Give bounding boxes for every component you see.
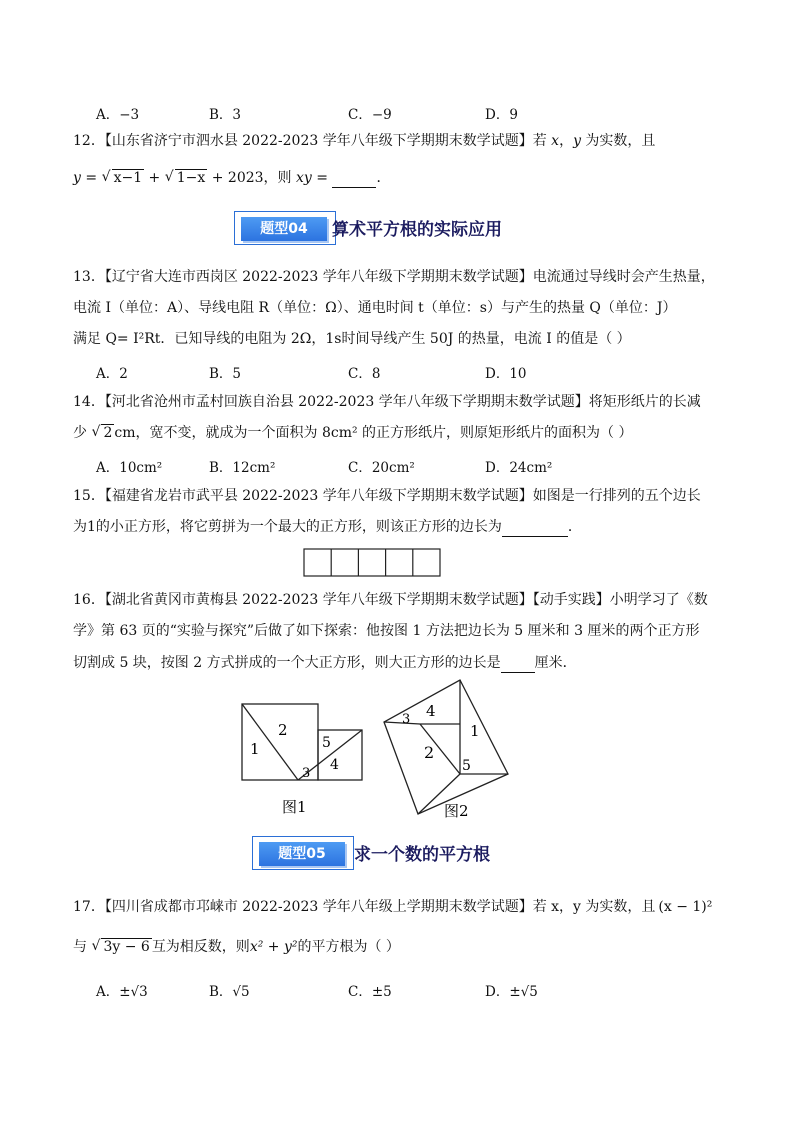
fig1-label-4: 4: [330, 757, 339, 773]
q17-option-c: C．±5: [348, 984, 392, 1000]
q16-line2: 学》第 63 页的“实验与探究”后做了如下探索：他按图 1 方法把边长为 5 厘米和 3 厘米的两个正方形: [73, 623, 700, 639]
sqrt-1-minus-x: [165, 168, 208, 188]
section-badge-label: 题型04: [241, 217, 327, 241]
q14-prefix: 少: [73, 425, 92, 441]
var-y: y: [573, 133, 581, 149]
q16-text: 切割成 5 块，按图 2 方式拼成的一个大正方形，则大正方形的边长是: [73, 655, 501, 671]
q15-end: ．: [567, 519, 582, 535]
q13-option-c: C．8: [348, 366, 381, 382]
q17-line2: [73, 937, 400, 957]
q14-line2: [73, 423, 632, 443]
q15-text: 为1的小正方形，将它剪拼为一个最大的正方形，则该正方形的边长为: [73, 519, 502, 535]
q12-tail: 为实数，且: [580, 133, 656, 149]
q11-option-d: D．9: [485, 107, 518, 123]
q15-line1: 15．【福建省龙岩市武平县 2022-2023 学年八年级下学期期末数学试题】如图是一行排列的五个边长: [73, 488, 701, 504]
q12-eq2: =: [311, 170, 333, 186]
answer-blank: [332, 172, 376, 188]
fig1-label-2: 2: [278, 721, 288, 739]
q12-plus-2023: + 2023，则: [207, 170, 297, 186]
section-title: 算术平方根的实际应用: [332, 220, 502, 240]
section-badge: [252, 836, 354, 870]
sqrt-3y-6: [91, 937, 151, 957]
section-title: 求一个数的平方根: [354, 845, 490, 865]
answer-blank: [502, 521, 568, 537]
q17-paren-expr: (x − 1)²: [658, 899, 713, 915]
q12-plus: +: [144, 170, 165, 186]
section-badge: [234, 211, 336, 245]
q14-line1: 14．【河北省沧州市孟村回族自治县 2022-2023 学年八年级下学期期末数学试题】将矩形纸片的长减: [73, 394, 701, 410]
q17-option-b: B．√5: [209, 984, 250, 1000]
q17-expr: x² + y²: [249, 939, 298, 955]
q11-option-b: B．3: [209, 107, 242, 123]
fig2-caption: 图2: [444, 802, 469, 820]
radicand: 2: [103, 425, 113, 441]
fig2-big-square: [384, 680, 508, 814]
q13-option-d: D．10: [485, 366, 527, 382]
radicand: 1−x: [176, 170, 206, 186]
figure-2: [380, 676, 520, 824]
q14-option-c: C．20cm²: [348, 460, 415, 476]
q11-option-c: C．−9: [348, 107, 392, 123]
q13-line3: 满足 Q= I²Rt．已知导线的电阻为 2Ω，1s时间导线产生 50J 的热量，电流 I 的值是（ ）: [73, 331, 631, 347]
fig2-label-1: 1: [470, 722, 480, 740]
squares-outline: [304, 549, 440, 576]
var-x: x: [551, 133, 560, 149]
sqrt-x-minus-1: [102, 168, 145, 188]
q12-end: ．: [376, 170, 391, 186]
fig1-label-1: 1: [250, 740, 260, 758]
q17-option-d: D．±√5: [485, 984, 538, 1000]
q11-option-a: A．−3: [96, 107, 140, 123]
q17-mid: 互为相反数，则: [151, 939, 250, 955]
q13-line1: 13．【辽宁省大连市西岗区 2022-2023 学年八年级下学期期末数学试题】电流通过导线时会产生热量，: [73, 269, 715, 285]
fig2-label-2: 2: [424, 743, 435, 762]
q13-option-a: A．2: [96, 366, 128, 382]
fig2-label-5: 5: [462, 758, 471, 774]
q12-source: 12．【山东省济宁市泗水县 2022-2023 学年八年级下学期期末数学试题】若: [73, 133, 552, 149]
q16-line3: [73, 653, 577, 673]
fig2-label-4: 4: [426, 702, 436, 720]
answer-blank: [501, 657, 535, 673]
q17-option-a: A．±√3: [96, 984, 148, 1000]
q12-line1: [73, 131, 655, 151]
var-xy: xy: [296, 170, 312, 186]
q14-option-b: B．12cm²: [209, 460, 276, 476]
section-badge-label: 题型05: [259, 842, 345, 866]
q16-end: 厘米．: [534, 655, 577, 671]
q13-option-b: B．5: [209, 366, 242, 382]
var-y: y: [73, 170, 81, 186]
q17-text: 17．【四川省成都市邛崃市 2022-2023 学年八年级上学期期末数学试题】若 x，y 为实数，且: [73, 899, 656, 915]
q12-line2: [73, 168, 390, 188]
sqrt-2: [91, 423, 114, 443]
radicand: x−1: [113, 170, 143, 186]
fig1-label-3: 3: [302, 766, 311, 781]
q12-eq: =: [80, 170, 102, 186]
fig2-label-3: 3: [402, 712, 411, 727]
q17-line1: [73, 897, 712, 917]
q15-line2: [73, 517, 582, 537]
fig1-caption: 图1: [282, 798, 307, 816]
fig1-label-5: 5: [322, 735, 331, 751]
radicand: 3y − 6: [103, 939, 150, 955]
q12-sep: ，: [559, 133, 574, 149]
figure-1: [238, 700, 368, 820]
q13-line2: 电流 I（单位：A）、导线电阻 R（单位：Ω）、通电时间 t（单位：s）与产生的热量 Q（单位：J）: [73, 300, 677, 316]
q17-prefix: 与: [73, 939, 92, 955]
q14-rest: cm，宽不变，就成为一个面积为 8cm² 的正方形纸片，则原矩形纸片的面积为（ ）: [114, 425, 633, 441]
q16-line1: 16．【湖北省黄冈市黄梅县 2022-2023 学年八年级下学期期末数学试题】【动手实践】小明学习了《数: [73, 592, 708, 608]
q14-option-a: A．10cm²: [96, 460, 163, 476]
q14-option-d: D．24cm²: [485, 460, 553, 476]
q17-end: 的平方根为（ ）: [297, 939, 400, 955]
five-squares-figure: [303, 548, 443, 578]
